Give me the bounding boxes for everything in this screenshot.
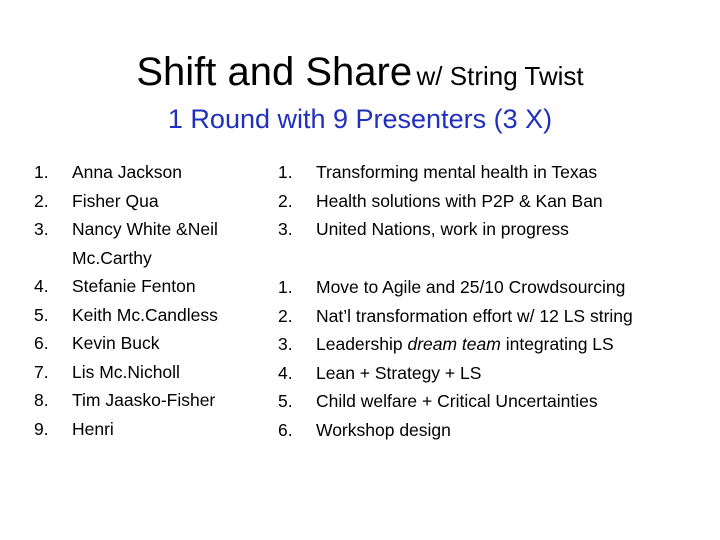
list-item bbox=[34, 215, 264, 272]
presenter-name: Kevin Buck bbox=[72, 333, 160, 353]
list-number: 1. bbox=[278, 162, 293, 182]
list-item bbox=[34, 329, 264, 358]
list-number: 1. bbox=[34, 162, 49, 182]
list-item bbox=[278, 416, 698, 445]
list-number: 3. bbox=[278, 334, 293, 354]
list-item bbox=[278, 330, 698, 359]
list-number: 3. bbox=[34, 219, 49, 239]
topic-text: Workshop design bbox=[316, 419, 451, 440]
presenter-name: Keith Mc.Candless bbox=[72, 304, 218, 325]
list-item bbox=[34, 415, 264, 444]
list-item bbox=[34, 386, 264, 415]
list-number: 7. bbox=[34, 361, 49, 382]
topic-text: United Nations, work in progress bbox=[316, 219, 569, 239]
list-item bbox=[34, 187, 264, 216]
topic-text: Transforming mental health in Texas bbox=[316, 162, 598, 182]
list-number: 2. bbox=[34, 190, 49, 211]
topic-text-part: integrating LS bbox=[500, 334, 614, 354]
presenter-name: Anna Jackson bbox=[72, 162, 182, 182]
topic-text: Nat’l transformation effort w/ 12 LS string bbox=[316, 305, 633, 326]
presenter-name: Lis Mc.Nicholl bbox=[72, 361, 180, 382]
list-item bbox=[278, 387, 698, 416]
topic-text bbox=[316, 330, 614, 359]
list-item bbox=[34, 272, 264, 301]
slide-subtitle: 1 Round with 9 Presenters (3 X) bbox=[167, 104, 553, 134]
list-number: 5. bbox=[34, 304, 49, 325]
list-item bbox=[34, 158, 264, 187]
list-number: 4. bbox=[34, 276, 49, 296]
list-item bbox=[278, 158, 698, 187]
list-number: 2. bbox=[278, 305, 293, 326]
topic-list-group-2 bbox=[278, 273, 698, 444]
topic-list-group-1 bbox=[278, 158, 698, 244]
presenter-name: Nancy White &Neil Mc.Carthy bbox=[72, 219, 218, 268]
title-suffix: w/ String Twist bbox=[416, 61, 584, 91]
list-number: 1. bbox=[278, 277, 293, 297]
topic-text-emphasis: dream team bbox=[407, 334, 501, 354]
list-item bbox=[278, 359, 698, 388]
list-item bbox=[278, 187, 698, 216]
title-main: Shift and Share bbox=[136, 50, 413, 94]
list-number: 6. bbox=[278, 419, 293, 440]
topic-text-part: Leadership bbox=[316, 334, 408, 354]
presenter-name: Fisher Qua bbox=[72, 190, 159, 211]
list-number: 3. bbox=[278, 219, 293, 239]
presenter-name: Henri bbox=[72, 418, 114, 439]
topic-text: Health solutions with P2P & Kan Ban bbox=[316, 190, 603, 211]
list-number: 4. bbox=[278, 362, 293, 383]
topic-text: Lean + Strategy + LS bbox=[316, 362, 482, 383]
list-number: 8. bbox=[34, 390, 49, 410]
presenter-name: Tim Jaasko-Fisher bbox=[72, 390, 216, 410]
presenter-list bbox=[34, 158, 264, 443]
list-number: 6. bbox=[34, 333, 49, 353]
list-number: 2. bbox=[278, 190, 293, 211]
list-item bbox=[34, 301, 264, 330]
topic-text: Move to Agile and 25/10 Crowdsourcing bbox=[316, 277, 626, 297]
list-item bbox=[278, 215, 698, 244]
slide-title bbox=[0, 50, 720, 95]
list-item bbox=[34, 358, 264, 387]
list-item bbox=[278, 302, 698, 331]
list-item bbox=[278, 273, 698, 302]
list-number: 9. bbox=[34, 418, 49, 439]
presenter-name: Stefanie Fenton bbox=[72, 276, 196, 296]
topic-text: Child welfare + Critical Uncertainties bbox=[316, 391, 598, 411]
list-number: 5. bbox=[278, 391, 293, 411]
